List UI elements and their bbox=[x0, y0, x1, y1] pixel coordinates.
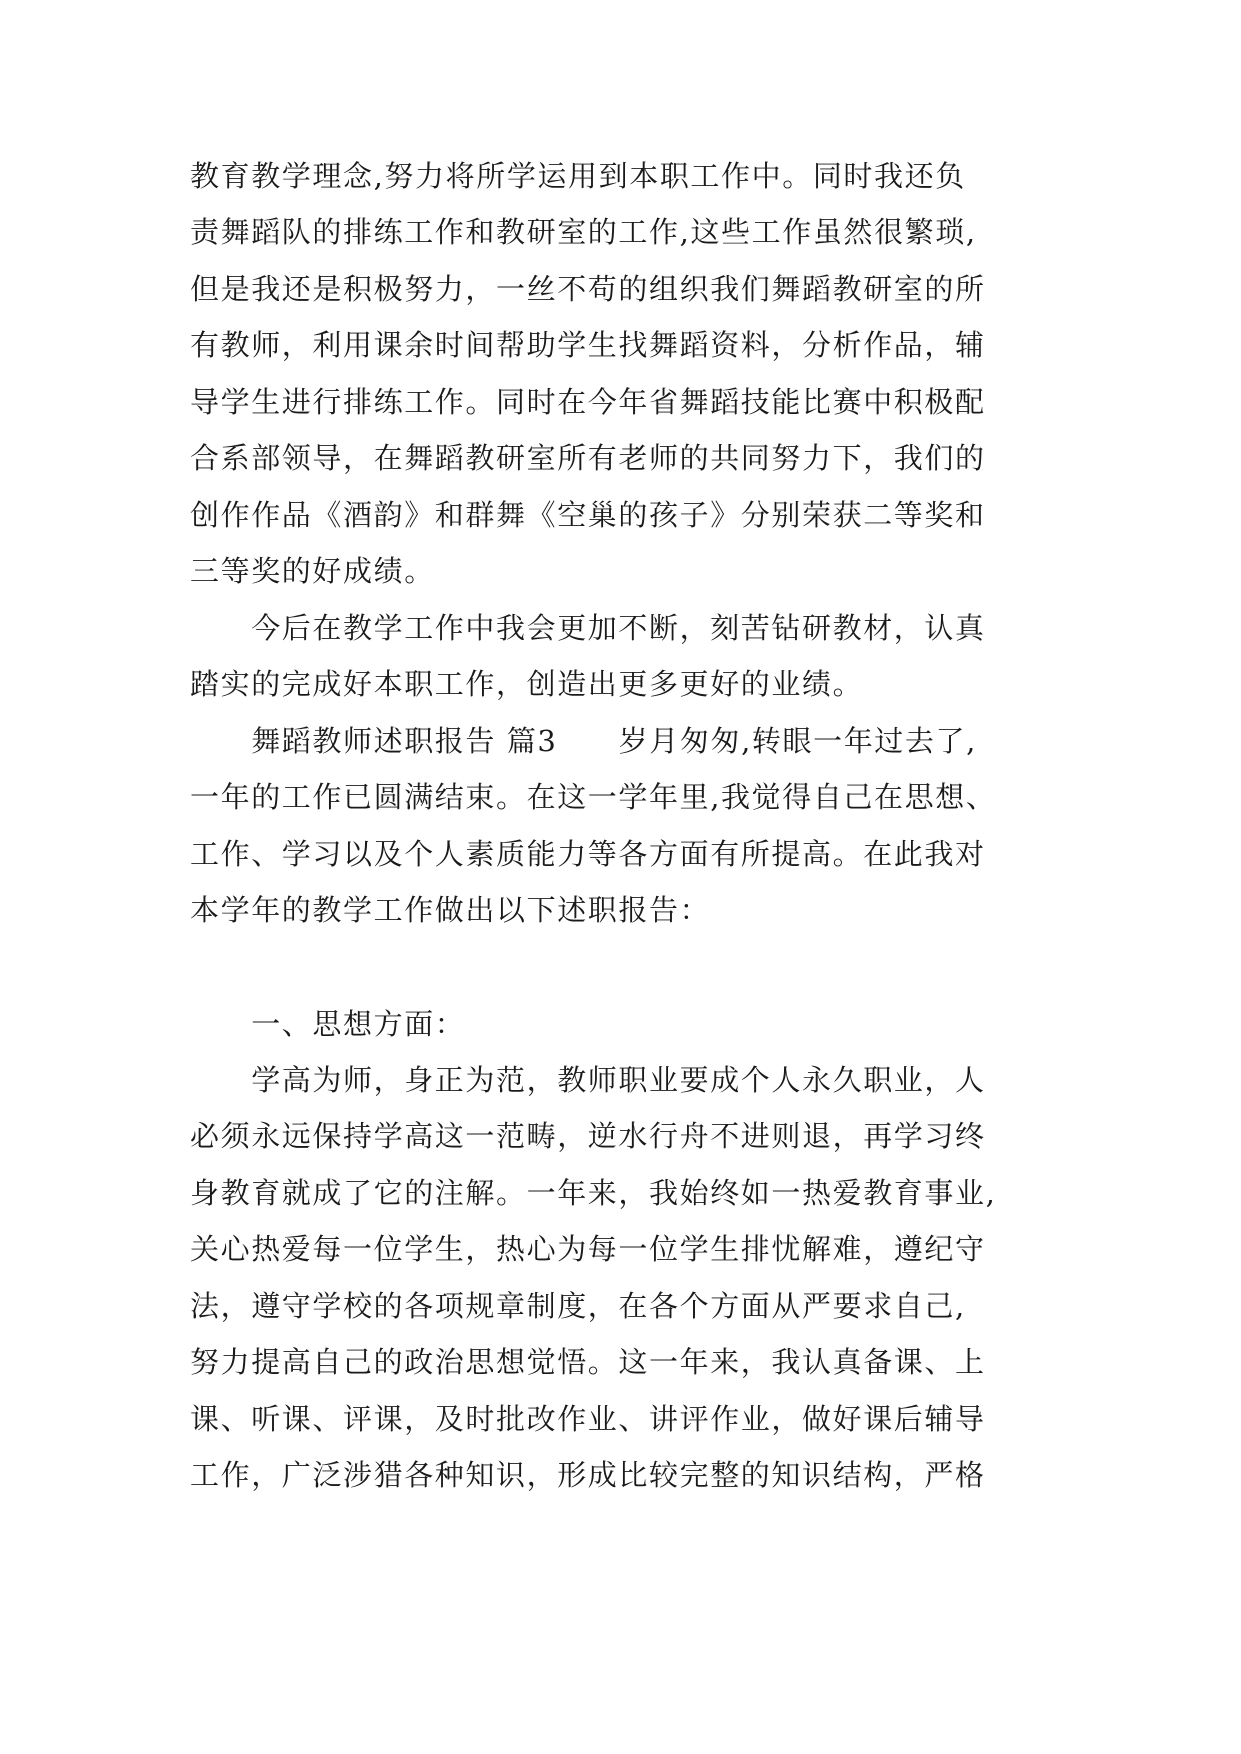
text-line: 本学年的教学工作做出以下述职报告： bbox=[190, 893, 711, 927]
text-line: 合系部领导，在舞蹈教研室所有老师的共同努力下，我们的 bbox=[190, 441, 986, 475]
text-line: 工作，广泛涉猎各种知识，形成比较完整的知识结构，严格 bbox=[190, 1458, 986, 1492]
text-line: 必须永远保持学高这一范畴，逆水行舟不进则退，再学习终 bbox=[190, 1119, 986, 1153]
text-line: 创作作品《酒韵》和群舞《空巢的孩子》分别荣获二等奖和 bbox=[190, 498, 986, 532]
section-heading: 一、思想方面： bbox=[190, 1007, 466, 1041]
text-line: 课、听课、评课，及时批改作业、讲评作业，做好课后辅导 bbox=[190, 1402, 986, 1436]
text-line: 教育教学理念,努力将所学运用到本职工作中。同时我还负 bbox=[190, 159, 966, 193]
text-line: 工作、学习以及个人素质能力等各方面有所提高。在此我对 bbox=[190, 837, 986, 871]
text-line: 法，遵守学校的各项规章制度，在各个方面从严要求自己, bbox=[190, 1289, 966, 1323]
text-line: 身教育就成了它的注解。一年来，我始终如一热爱教育事业, bbox=[190, 1176, 997, 1210]
text-line: 舞蹈教师述职报告 篇3 岁月匆匆,转眼一年过去了, bbox=[190, 724, 977, 758]
text-line: 努力提高自己的政治思想觉悟。这一年来，我认真备课、上 bbox=[190, 1345, 986, 1379]
text-line: 三等奖的好成绩。 bbox=[190, 554, 435, 588]
text-line: 有教师，利用课余时间帮助学生找舞蹈资料，分析作品，辅 bbox=[190, 328, 986, 362]
text-line: 今后在教学工作中我会更加不断，刻苦钻研教材，认真 bbox=[190, 611, 986, 645]
text-line: 学高为师，身正为范，教师职业要成个人永久职业，人 bbox=[190, 1063, 986, 1097]
text-line: 导学生进行排练工作。同时在今年省舞蹈技能比赛中积极配 bbox=[190, 385, 986, 419]
text-line: 责舞蹈队的排练工作和教研室的工作,这些工作虽然很繁琐, bbox=[190, 215, 977, 249]
text-line: 关心热爱每一位学生，热心为每一位学生排忧解难，遵纪守 bbox=[190, 1232, 986, 1266]
text-line: 踏实的完成好本职工作，创造出更多更好的业绩。 bbox=[190, 667, 864, 701]
text-line: 一年的工作已圆满结束。在这一学年里,我觉得自己在思想、 bbox=[190, 780, 997, 814]
text-line: 但是我还是积极努力，一丝不苟的组织我们舞蹈教研室的所 bbox=[190, 272, 986, 306]
